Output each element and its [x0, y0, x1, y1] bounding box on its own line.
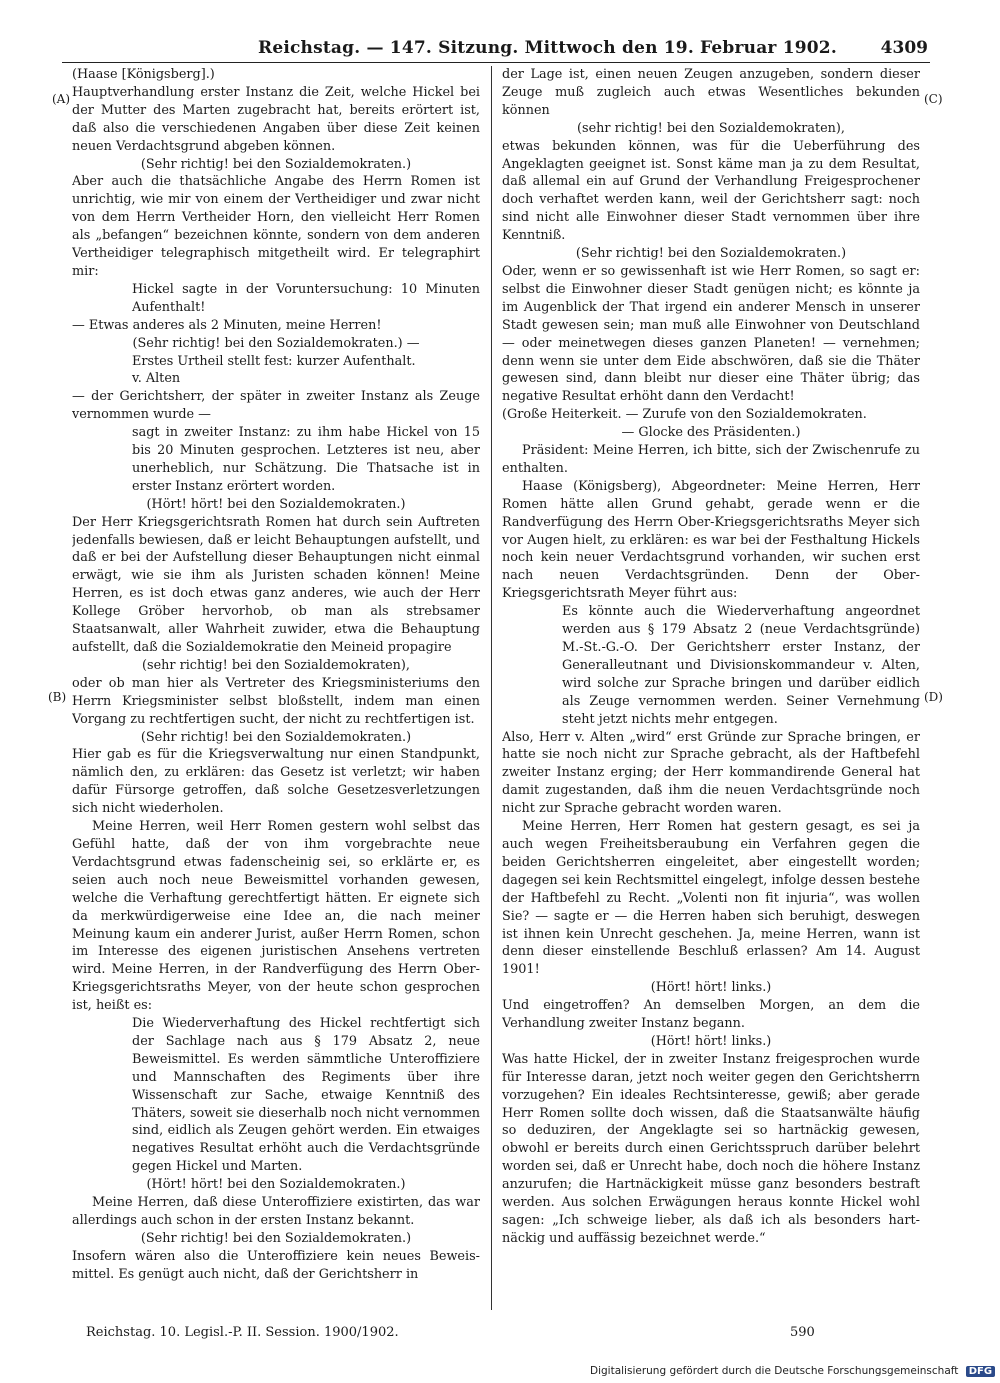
- paragraph: — der Gerichtsherr, der später in zweiter Instanz als Zeuge vernommen wurde —: [72, 389, 480, 423]
- quote: Es könnte auch die Wiederverhaftung angeordnet werden aus § 179 Absatz 2 (neue Verdachtsgründe) M.-St.-G.-O. Der Gerichtsherr erster Instanz, der Generalleutnant und Divisionskommandeur v. Alten, wird solche zur Sprache bringen und darüber eidlich als Zeuge vernommen werden. Seiner Vernehmung steht jetzt nichts mehr entgegen.: [562, 604, 920, 727]
- margin-marker-d: (D): [924, 690, 943, 704]
- footer-sheet-number: 590: [790, 1325, 815, 1340]
- page-header: [62, 36, 930, 63]
- quote: v. Alten: [132, 371, 181, 387]
- margin-marker-c: (C): [924, 92, 943, 106]
- paragraph: Und eingetroffen? An demselben Morgen, an dem die Verhandlung zweiter Instanz begann.: [502, 998, 920, 1032]
- paragraph: — Etwas anderes als 2 Minuten, meine Herren!: [72, 317, 382, 333]
- interjection: (Große Heiterkeit. — Zurufe von den Sozialdemokraten.: [502, 407, 867, 423]
- paragraph: Hier gab es für die Kriegsverwaltung nur einen Standpunkt, nämlich den, zu erklären: das Gesetz ist verletzt; wir haben dafür Fürsorge getroffen, daß solche Gesetzesverletzungen sich nicht wiederholen.: [72, 747, 480, 817]
- margin-marker-b: (B): [48, 690, 67, 704]
- page-title: Reichstag. — 147. Sitzung. Mittwoch den 19. Februar 1902.: [258, 38, 837, 58]
- quote: sagt in zweiter Instanz: zu ihm habe Hickel von 15 bis 20 Minuten gesprochen. Letzteres ist neu, aber unerheblich, nur Schätzung. Die Thatsache ist in erster Instanz erörtert worden.: [132, 425, 480, 494]
- right-column: [502, 66, 920, 1322]
- interjection: (Sehr richtig! bei den Sozialdemokraten.): [575, 246, 847, 262]
- footer-session-info: Reichstag. 10. Legisl.-P. II. Session. 1900/1902.: [86, 1325, 399, 1340]
- paragraph: Insofern wären also die Unteroffiziere kein neues Beweismittel. Es genügt auch nicht, daß der Gerichtsherr in: [72, 1248, 480, 1282]
- paragraph: Der Herr Kriegsgerichtsrath Romen hat durch sein Auftreten jedenfalls bewiesen, daß er leicht Behauptungen aufstellt, und daß er bei der Aufstellung dieser Behauptungen nicht einmal erwägt, wie sie ihm als Juristen schaden können! Meine Herren, es ist doch etwas ganz anderes, wie auch der Herr Kollege Gröber hervorhob, ob man als strebsamer Staatsanwalt, aller Wahrheit zuwider, etwa die Behauptung aufstellt, daß die Sozialdemokratie den Meineid propagire: [72, 514, 480, 655]
- page-number: 4309: [880, 38, 928, 58]
- paragraph: Meine Herren, Herr Romen hat gestern gesagt, es sei ja auch wegen Freiheitsberaubung ein Verfahren gegen die beiden Gerichtsherren eingeleitet, aber eingestellt worden; dagegen sei kein Rechtsmittel eingelegt, infolge dessen bestehe der Haftbefehl zu Recht. „Volenti non fit injuria“, was wollen Sie? — sagte er — die Herren haben sich beruhigt, deswegen ist ihnen kein Unrecht geschehen. Ja, meine Herren, wann ist denn dieser einstellende Beschluß erlassen? Am 14. August 1901!: [502, 819, 920, 978]
- interjection: (Sehr richtig! bei den Sozialdemokraten.): [140, 1230, 412, 1246]
- speaker-note: (Haase [Königsberg].): [72, 67, 215, 82]
- quote: Erstes Urtheil stellt fest: kurzer Aufenthalt.: [132, 353, 416, 369]
- paragraph: Aber auch die thatsächliche Angabe des Herrn Romen ist unrichtig, wie mir von einem der Vertheidiger und zwar nicht von dem Herrn Vertheider Horn, den vielleicht Herr Romen als „befangen“ bezeichnen könnte, sondern von dem anderen Vertheidiger telegraphisch mitgetheilt wird. Er telegraphirt mir:: [72, 174, 480, 279]
- interjection: (sehr richtig! bei den Sozialdemokraten),: [142, 657, 410, 673]
- paragraph: Also, Herr v. Alten „wird“ erst Gründe zur Sprache bringen, er hatte sie noch nicht zur Sprache gebracht, als der Haftbefehl zweiter Instanz erging; der Herr kommandirende General hat damit zugestanden, daß ihm die neuen Verdachtsgründe noch nicht zur Sprache gebracht worden waren.: [502, 729, 920, 817]
- paragraph: Oder, wenn er so gewissenhaft ist wie Herr Romen, so sagt er: selbst die Einwohner dieser Stadt genügen nicht; es könnte ja im Augenblick der That irgend ein anderer Mensch in unserer Stadt gewesen sein; man muß alle Einwohner von Deutschland — oder meinetwegen dieses ganzen Planeten! — vernehmen; denn wenn sie unter dem Eide abschwören, daß sie die Thäter gewesen sind, dann bleibt nur dieser eine Thäter übrig; das negative Resultat erhöht dann den Verdacht!: [502, 263, 920, 405]
- margin-marker-a: (A): [52, 92, 71, 106]
- paragraph: der Lage ist, einen neuen Zeugen anzugeben, sondern dieser Zeuge muß zugleich auch etwas Wesentliches bekunden können: [502, 67, 920, 118]
- interjection: (Hört! hört! bei den Sozialdemokraten.): [146, 1177, 406, 1193]
- paragraph: etwas bekunden können, was für die Ueberführung des Angeklagten geeignet ist. Sonst käme man ja zu dem Resultat, daß allemal ein auf Grund der Verhandlung Freigesprochener doch verhaftet werden kann, weil der Gerichtsherr sagt: noch sind nicht alle Einwohner dieser Stadt vernommen über ihre Kenntniß.: [502, 138, 920, 244]
- dfg-logo-icon: DFG: [966, 1366, 995, 1377]
- interjection: (Hört! hört! bei den Sozialdemokraten.): [146, 496, 406, 512]
- president-remark: Präsident: Meine Herren, ich bitte, sich der Zwischenrufe zu enthalten.: [502, 443, 920, 476]
- interjection: (Sehr richtig! bei den Sozialdemokraten.) —: [132, 335, 420, 351]
- quote: Hickel sagte in der Voruntersuchung: 10 Minuten Aufenthalt!: [132, 281, 480, 315]
- column-divider: [491, 66, 492, 1310]
- paragraph: Meine Herren, weil Herr Romen gestern wohl selbst das Gefühl hatte, daß der von ihm vorgebrachte neue Verdachtsgrund etwas fadenscheinig sei, so erklärte er, es seien auch noch neue Beweismittel vorhanden gewesen, welche die Verhaftung gerechtfertigt hätten. Er eignete sich da merkwürdigerweise eine Idee an, die nach meiner Meinung kaum ein anderer Jurist, außer Herrn Romen, schon im Interesse des eigenen juristischen Ansehens vertreten wird. Meine Herren, in der Randverfügung des Herrn Ober-Kriegsgerichtsraths Meyer, von der heute schon gesprochen ist, heißt es:: [72, 819, 480, 1014]
- paragraph: Was hatte Hickel, der in zweiter Instanz freigesprochen wurde für Interesse daran, jetzt noch weiter gegen den Gerichtsherrn vorzugehen? Ein ideales Rechtsinteresse, gewiß; aber gerade Herr Romen sollte doch wissen, daß die Staatsanwälte häufig so deduziren, der Angeklagte sei so hartnäckig gewesen, obwohl er bereits durch einen Gerichtsspruch darüber belehrt worden sei, daß er Unrecht habe, doch noch die höhere Instanz anzurufen; die Hartnäckigkeit müsse ganz besonders bestraft werden. Aus solchen Erwägungen heraus konnte Hickel wohl sagen: „Ich schweige lieber, als daß ich als besonders hartnäckig und auffässig bezeichnet werde.“: [502, 1051, 920, 1246]
- quote: Die Wiederverhaftung des Hickel rechtfertigt sich der Sachlage nach aus § 179 Absatz 2, neue Beweismittel. Es werden sämmtliche Unteroffiziere und Mannschaften des Regiments über ihre Wissenschaft zur Sache, etwaige Kenntniß des Thäters, soweit sie dieserhalb noch nicht vernommen sind, eidlich als Zeugen gehört werden. Ein etwaiges negatives Resultat erhöht auch die Verdachtsgründe gegen Hickel und Marten.: [132, 1016, 480, 1175]
- interjection: (Hört! hört! links.): [650, 1033, 772, 1049]
- paragraph: oder ob man hier als Vertreter des Kriegsministeriums den Herrn Kriegsminister selbst bloßstellt, indem man einen Vorgang zu rechtfertigen sucht, der nicht zu rechtfertigen ist.: [72, 675, 480, 727]
- interjection: (Sehr richtig! bei den Sozialdemokraten.): [140, 156, 412, 172]
- interjection: — Glocke des Präsidenten.): [621, 425, 801, 441]
- speaker-paragraph: Haase (Königsberg), Abgeordneter: Meine Herren, Herr Romen hätte allen Grund gehabt, gerade wenn er die Randverfügung des Herrn Ober-Kriegsgerichtsraths Meyer sich vor Augen hielt, zu erklären: es war bei der Festhaltung Hickels noch kein neuer Verdachtsgrund vorhanden, wir suchen erst nach neuen Verdachtsgründen. Denn der Ober-Kriegsgerichtsrath Meyer führt aus:: [502, 478, 920, 602]
- interjection: (sehr richtig! bei den Sozialdemokraten),: [577, 120, 845, 136]
- funding-text: Digitalisierung gefördert durch die Deutsche Forschungsgemeinschaft: [590, 1365, 959, 1377]
- funding-notice: [590, 1365, 993, 1379]
- paragraph: Meine Herren, daß diese Unteroffiziere existirten, das war allerdings auch schon in der ersten Instanz bekannt.: [72, 1195, 480, 1228]
- interjection: (Sehr richtig! bei den Sozialdemokraten.): [140, 729, 412, 745]
- interjection: (Hört! hört! links.): [650, 980, 772, 996]
- left-column: [72, 66, 480, 1322]
- paragraph: Hauptverhandlung erster Instanz die Zeit, welche Hickel bei der Mutter des Marten zugebracht hat, bereits erörtert ist, daß also die verschiedenen Angaben über diese Zeit keinen neuen Verdachtsgrund abgeben können.: [72, 84, 480, 154]
